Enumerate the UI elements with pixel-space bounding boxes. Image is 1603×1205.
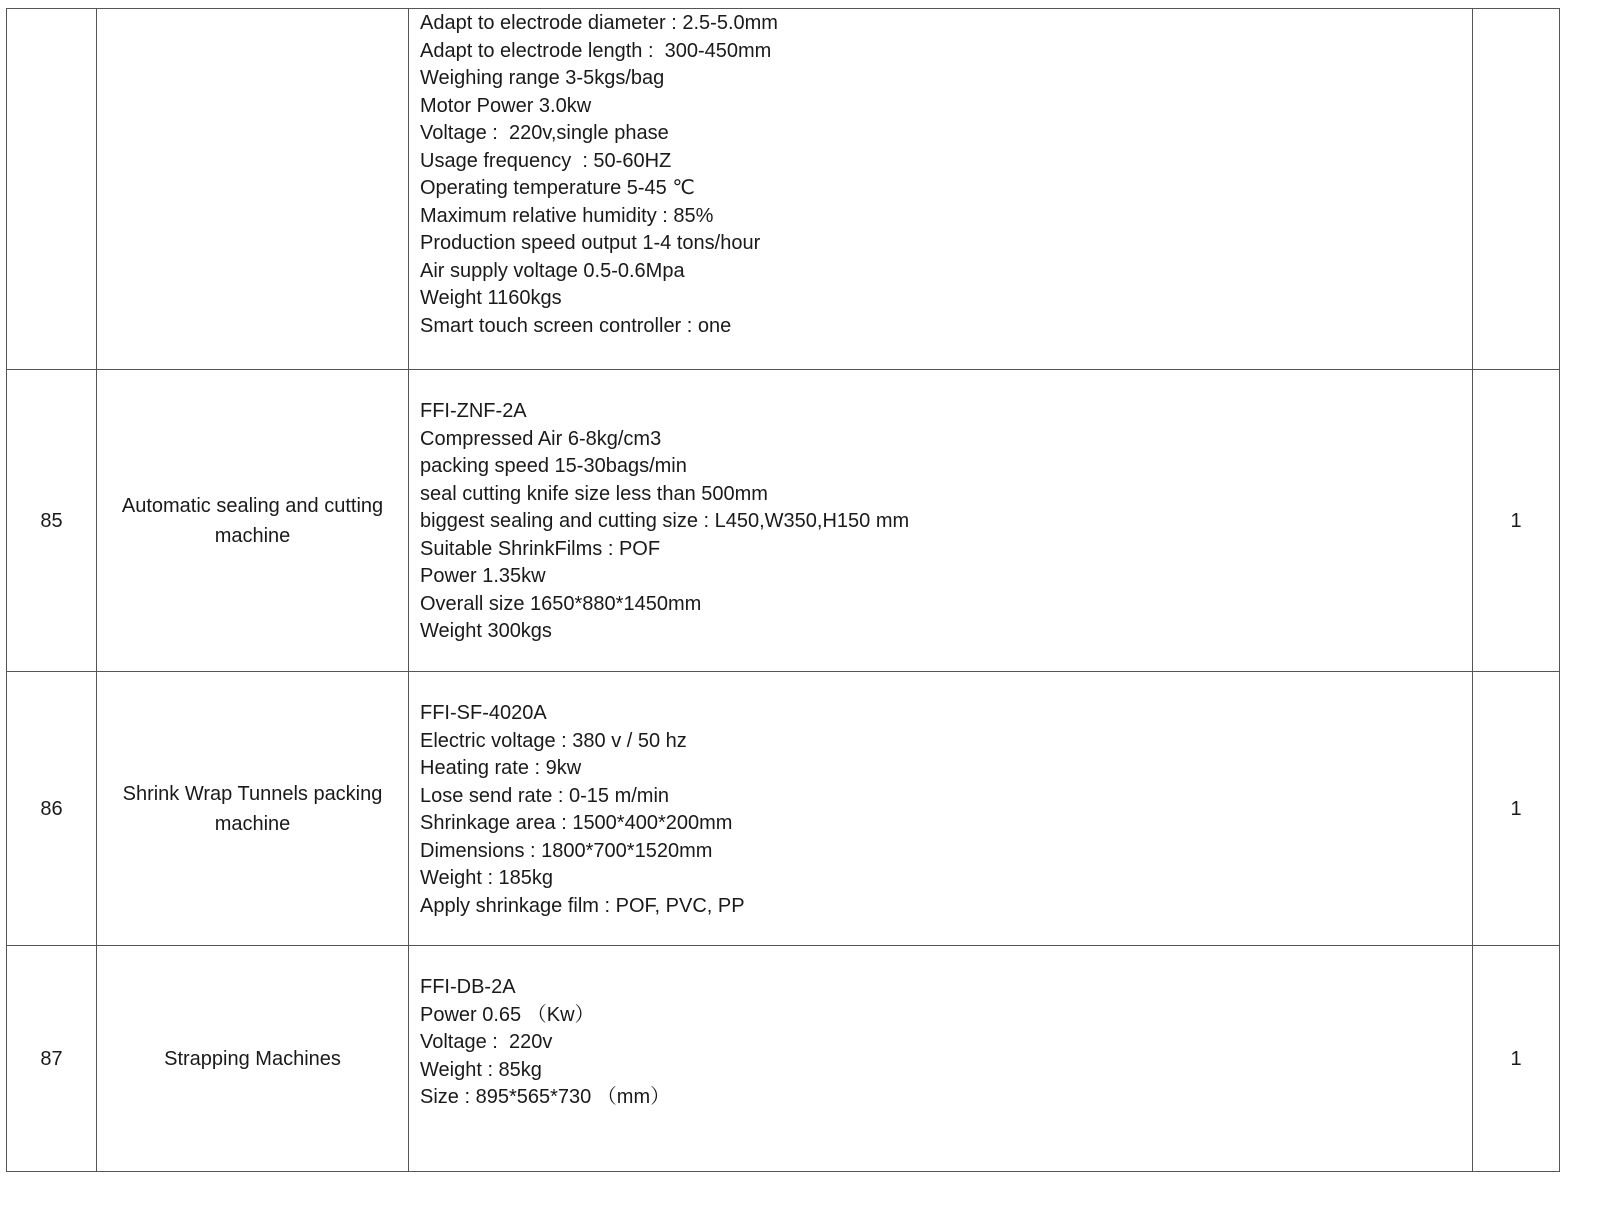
spec-line: Maximum relative humidity : 85% [420,204,714,227]
item-number-cell: 87 [7,946,97,1172]
spec-line: Motor Power 3.0kw [420,94,592,117]
spec-line: Power 0.65 （Kw） [420,1003,595,1026]
item-quantity-cell [1473,9,1560,370]
table-row [7,946,1560,1172]
spec-line: Weight 300kgs [420,620,552,642]
table-row [7,9,1560,370]
spec-line: Smart touch screen controller : one [420,314,732,337]
item-number-cell [7,9,97,370]
item-name-cell: Automatic sealing and cutting machine [97,370,409,672]
spec-line: Weight : 85kg [420,1058,542,1081]
spec-line: Operating temperature 5-45 ℃ [420,177,695,199]
spec-line: Usage frequency : 50-60HZ [420,149,672,172]
item-name-cell: Shrink Wrap Tunnels packing machine [97,672,409,946]
spec-line: Air supply voltage 0.5-0.6Mpa [420,259,685,282]
spec-line: Lose send rate : 0-15 m/min [420,784,670,807]
spec-line: Voltage : 220v [420,1031,553,1053]
spec-line: Power 1.35kw [420,565,546,587]
spec-line: Adapt to electrode diameter : 2.5-5.0mm [420,12,778,34]
spec-line: Size : 895*565*730 （mm） [420,1086,671,1108]
item-spec-cell [409,946,1473,1172]
spec-line: Apply shrinkage film : POF, PVC, PP [420,894,745,917]
item-number-cell: 85 [7,370,97,672]
spec-line: Voltage : 220v,single phase [420,122,669,144]
spec-line: seal cutting knife size less than 500mm [420,482,768,505]
spec-line: Adapt to electrode length : 300-450mm [420,39,772,62]
item-quantity-cell: 1 [1473,370,1560,672]
item-spec-cell [409,672,1473,946]
spec-line: FFI-DB-2A [420,976,516,998]
spec-line: Shrinkage area : 1500*400*200mm [420,812,733,834]
spec-line: Suitable ShrinkFilms : POF [420,537,661,560]
spec-line: packing speed 15-30bags/min [420,455,687,477]
spec-line: Production speed output 1-4 tons/hour [420,232,761,254]
table-row [7,672,1560,946]
equipment-spec-table [6,8,1560,1172]
spec-line: Overall size 1650*880*1450mm [420,592,702,615]
spec-line: Weight 1160kgs [420,287,562,309]
spec-line: biggest sealing and cutting size : L450,W350,H150 mm [420,510,910,532]
item-name-cell: Strapping Machines [97,946,409,1172]
spec-line: Heating rate : 9kw [420,757,582,779]
spec-line: Electric voltage : 380 v / 50 hz [420,729,687,752]
spec-line: Weight : 185kg [420,867,554,889]
item-spec-cell [409,370,1473,672]
item-spec-cell [409,9,1473,370]
spec-line: FFI-SF-4020A [420,702,547,724]
item-quantity-cell: 1 [1473,672,1560,946]
item-quantity-cell: 1 [1473,946,1560,1172]
item-name-cell [97,9,409,370]
spec-line: Dimensions : 1800*700*1520mm [420,839,713,862]
spec-line: FFI-ZNF-2A [420,400,527,422]
spec-line: Compressed Air 6-8kg/cm3 [420,427,662,450]
spec-line: Weighing range 3-5kgs/bag [420,67,665,89]
table-row [7,370,1560,672]
item-number-cell: 86 [7,672,97,946]
